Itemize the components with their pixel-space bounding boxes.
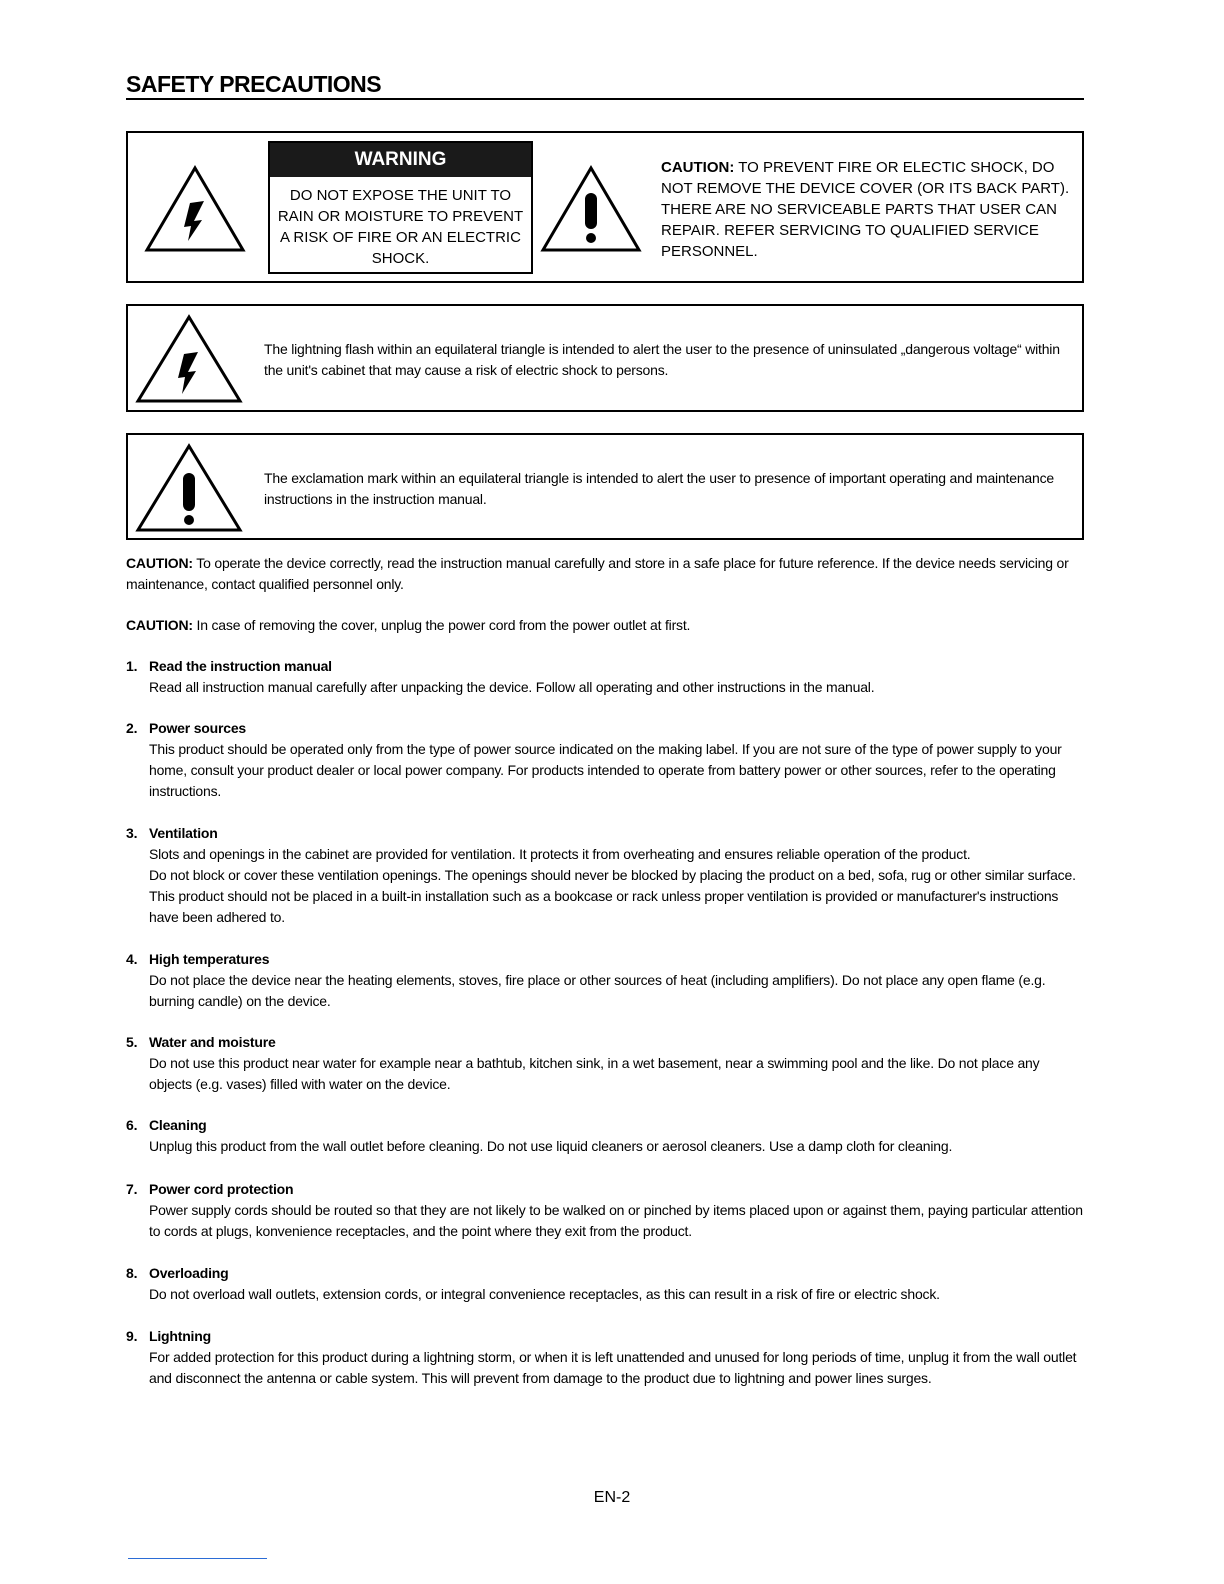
list-item	[126, 1115, 1086, 1157]
list-item	[126, 823, 1086, 928]
item-number: 5.	[126, 1034, 138, 1050]
caution-label: CAUTION:	[126, 617, 193, 633]
lightning-symbol-text: The lightning flash within an equilateral triangle is intended to alert the user to the presence of uninsulated „dangerous voltage“ within the unit's cabinet that may cause a risk of electric shock to persons.	[264, 341, 1060, 378]
item-number: 4.	[126, 951, 138, 967]
lightning-symbol-box	[126, 304, 1084, 412]
list-item	[126, 1263, 1086, 1305]
item-number: 9.	[126, 1328, 138, 1344]
exclamation-triangle-icon	[134, 443, 244, 533]
item-text: For added protection for this product during a lightning storm, or when it is left unattended and unused for long periods of time, unplug it from the wall outlet and disconnect the antenna or cable system. This will prevent from damage to the product due to lightning and power lines surges.	[149, 1349, 1077, 1386]
item-title: Power sources	[149, 720, 246, 736]
caution-paragraph	[126, 615, 1084, 636]
page-title: SAFETY PRECAUTIONS	[126, 70, 1084, 100]
item-title: Water and moisture	[149, 1034, 276, 1050]
caution-box-label: CAUTION:	[661, 159, 735, 176]
list-item	[126, 1179, 1086, 1242]
list-item	[126, 1326, 1086, 1389]
item-text: Unplug this product from the wall outlet before cleaning. Do not use liquid cleaners or aerosol cleaners. Use a damp cloth for cleaning.	[149, 1138, 953, 1154]
item-text: Do not overload wall outlets, extension cords, or integral convenience receptacles, as this can result in a risk of fire or electric shock.	[149, 1286, 940, 1302]
item-title: Power cord protection	[149, 1181, 294, 1197]
warning-panel	[268, 141, 533, 274]
caution-box-body: TO PREVENT FIRE OR ELECTIC SHOCK, DO NOT REMOVE THE DEVICE COVER (OR ITS BACK PART). THERE ARE NO SERVICEABLE PARTS THAT USER CAN REPAIR. REFER SERVICING TO QUALIFIED SERVICE PERSONNEL.	[661, 159, 1070, 260]
item-text: Do not block or cover these ventilation openings. The openings should never be blocked by placing the product on a bed, sofa, rug or other similar surface. This product should not be placed in a built-in installation such as a bookcase or rack unless proper ventilation is provided or manufacturer's instructions have been adhered to.	[149, 867, 1076, 925]
item-text: Do not use this product near water for example near a bathtub, kitchen sink, in a wet basement, near a swimming pool and the like. Do not place any objects (e.g. vases) filled with water on the device.	[149, 1055, 1040, 1092]
caution-label: CAUTION:	[126, 555, 193, 571]
exclamation-symbol-box	[126, 433, 1084, 540]
item-text: Power supply cords should be routed so that they are not likely to be walked on or pinched by items placed upon or against them, paying particular attention to cords at plugs, konvenience receptacles, and the point where they exit from the product.	[149, 1202, 1083, 1239]
item-text: Do not place the device near the heating elements, stoves, fire place or other sources of heat (including amplifiers). Do not place any open flame (e.g. burning candle) on the device.	[149, 972, 1046, 1009]
warning-text: DO NOT EXPOSE THE UNIT TO RAIN OR MOISTURE TO PREVENT A RISK OF FIRE OR AN ELECTRIC SHOCK.	[277, 187, 524, 267]
footnote-divider	[128, 1558, 267, 1559]
item-title: Ventilation	[149, 825, 218, 841]
item-number: 8.	[126, 1265, 138, 1281]
caution-paragraph	[126, 553, 1084, 595]
item-number: 7.	[126, 1181, 138, 1197]
item-text: Slots and openings in the cabinet are provided for ventilation. It protects it from overheating and ensures reliable operation of the product.	[149, 846, 971, 862]
item-title: High temperatures	[149, 951, 270, 967]
page-number: EN-2	[593, 1489, 631, 1506]
item-title: Overloading	[149, 1265, 229, 1281]
item-number: 3.	[126, 825, 138, 841]
lightning-triangle-icon	[144, 165, 246, 253]
caution-text: To operate the device correctly, read the instruction manual carefully and store in a safe place for future reference. If the device needs servicing or maintenance, contact qualified personnel only.	[126, 555, 1069, 592]
warning-caution-box	[126, 131, 1084, 283]
item-number: 1.	[126, 658, 138, 674]
exclamation-symbol-text: The exclamation mark within an equilateral triangle is intended to alert the user to presence of important operating and maintenance instructions in the instruction manual.	[264, 470, 1054, 507]
lightning-triangle-icon	[134, 314, 244, 404]
item-title: Cleaning	[149, 1117, 207, 1133]
exclamation-triangle-icon	[540, 165, 642, 253]
caution-text: In case of removing the cover, unplug the power cord from the power outlet at first.	[196, 617, 691, 633]
warning-heading: WARNING	[270, 143, 531, 177]
item-title: Lightning	[149, 1328, 211, 1344]
item-text: Read all instruction manual carefully after unpacking the device. Follow all operating and other instructions in the manual.	[149, 679, 875, 695]
list-item	[126, 949, 1086, 1012]
list-item	[126, 718, 1086, 802]
item-title: Read the instruction manual	[149, 658, 332, 674]
caution-box-text	[661, 157, 1071, 262]
item-number: 2.	[126, 720, 138, 736]
item-text: This product should be operated only from the type of power source indicated on the making label. If you are not sure of the type of power supply to your home, consult your product dealer or local power company. For products intended to operate from battery power or other sources, refer to the operating instructions.	[149, 741, 1062, 799]
list-item	[126, 656, 1086, 698]
item-number: 6.	[126, 1117, 138, 1133]
list-item	[126, 1032, 1086, 1095]
